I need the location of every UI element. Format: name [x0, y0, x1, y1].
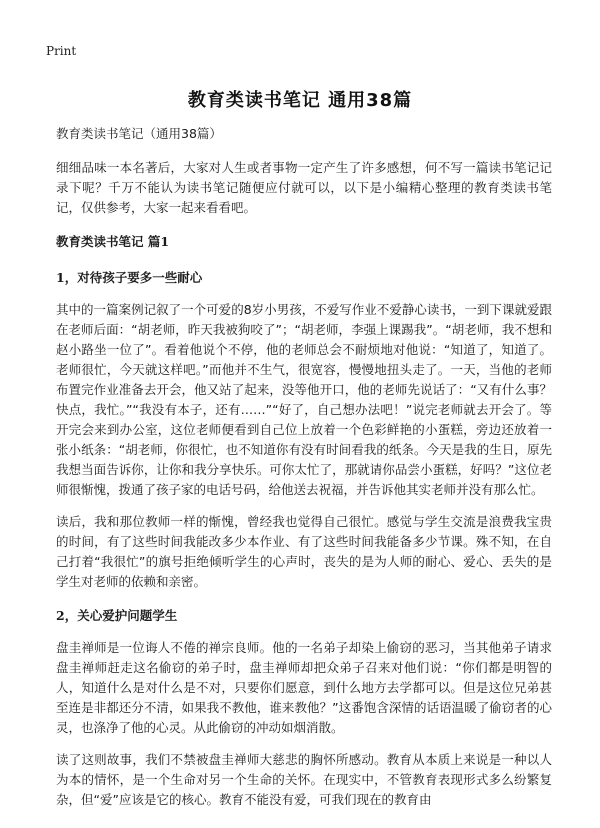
item2-paragraph-1: 盘圭禅师是一位诲人不倦的禅宗良师。他的一名弟子却染上偷窃的恶习，当其他弟子请求盘圭禅师赶走这名偷窃的弟子时，盘圭禅师却把众弟子召来对他们说：“你们都是明智的人，知道什么是对什么是不对，只要你们愿意，到什么地方去学都可以。但是这位兄弟甚至连是非都还分不清，如果我不教他，谁来教他？”这番饱含深情的话语温暖了偷窃者的心灵，也涤净了他的心灵。从此偷窃的冲动如烟消散。 — [56, 640, 552, 735]
item2-paragraph-2: 读了这则故事，我们不禁被盘圭禅师大慈悲的胸怀所感动。教育从本质上来说是一种以人为本的情怀，是一个生命对另一个生命的关怀。在现实中，不管教育表现形式多么纷繁复杂，但“爱”应该是它的核心。教育不能没有爱，可我们现在的教育由 — [56, 752, 552, 807]
document-subtitle: 教育类读书笔记（通用38篇） — [56, 126, 222, 141]
document-body — [56, 124, 552, 822]
intro-paragraph: 细细品味一本名著后，大家对人生或者事物一定产生了许多感想，何不写一篇读书笔记记录下呢？千万不能认为读书笔记随便应付就可以，以下是小编精心整理的教育类读书笔记，仅供参考，大家一起来看看吧。 — [56, 160, 552, 215]
item1-paragraph-2: 读后，我和那位教师一样的惭愧，曾经我也觉得自己很忙。感觉与学生交流是浪费我宝贵的时间，有了这些时间我能改多少本作业、有了这些时间我能备多少节课。殊不知，在自己打着“我很忙”的旗号拒绝倾听学生的心声时，丧失的是为人师的耐心、爱心、丢失的是学生对老师的依赖和亲密。 — [56, 514, 552, 589]
item-heading-2: 2，关心爱护问题学生 — [56, 608, 178, 623]
item1-paragraph-1: 其中的一篇案例记叙了一个可爱的8岁小男孩，不爱写作业不爱静心读书，一到下课就爱跟在老师后面：“胡老师，昨天我被狗咬了”；“胡老师，李强上课踢我”。“胡老师，我不想和赵小路坐一位了”。看着他说个不停，他的老师总会不耐烦地对他说：“知道了，知道了。老师很忙，今天就这样吧。”而他并不生气，很宽容，慢慢地扭头走了。一天，当他的老师布置完作业准备去开会，他又站了起来，没等他开口，他的老师先说话了：“又有什么事？快点，我忙。”“我没有本子，还有……”“好了，自己想办法吧！”说完老师就去开会了。等开完会来到办公室，这位老师便看到自己位上放着一个色彩鲜艳的小蛋糕，旁边还放着一张小纸条：“胡老师，你很忙，也不知道你有没有时间看我的纸条。今天是我的生日，原先我想当面告诉你，让你和我分享快乐。可你太忙了，那就请你品尝小蛋糕，好吗？”这位老师很惭愧，拨通了孩子家的电话号码，给他送去祝福，并告诉他其实老师并没有那么忙。 — [56, 302, 552, 497]
item-heading-1: 1，对待孩子要多一些耐心 — [56, 270, 203, 285]
print-link[interactable]: Print — [46, 44, 77, 58]
document-title: 教育类读书笔记 通用38篇 — [187, 90, 413, 111]
section-heading: 教育类读书笔记 篇1 — [56, 234, 170, 249]
